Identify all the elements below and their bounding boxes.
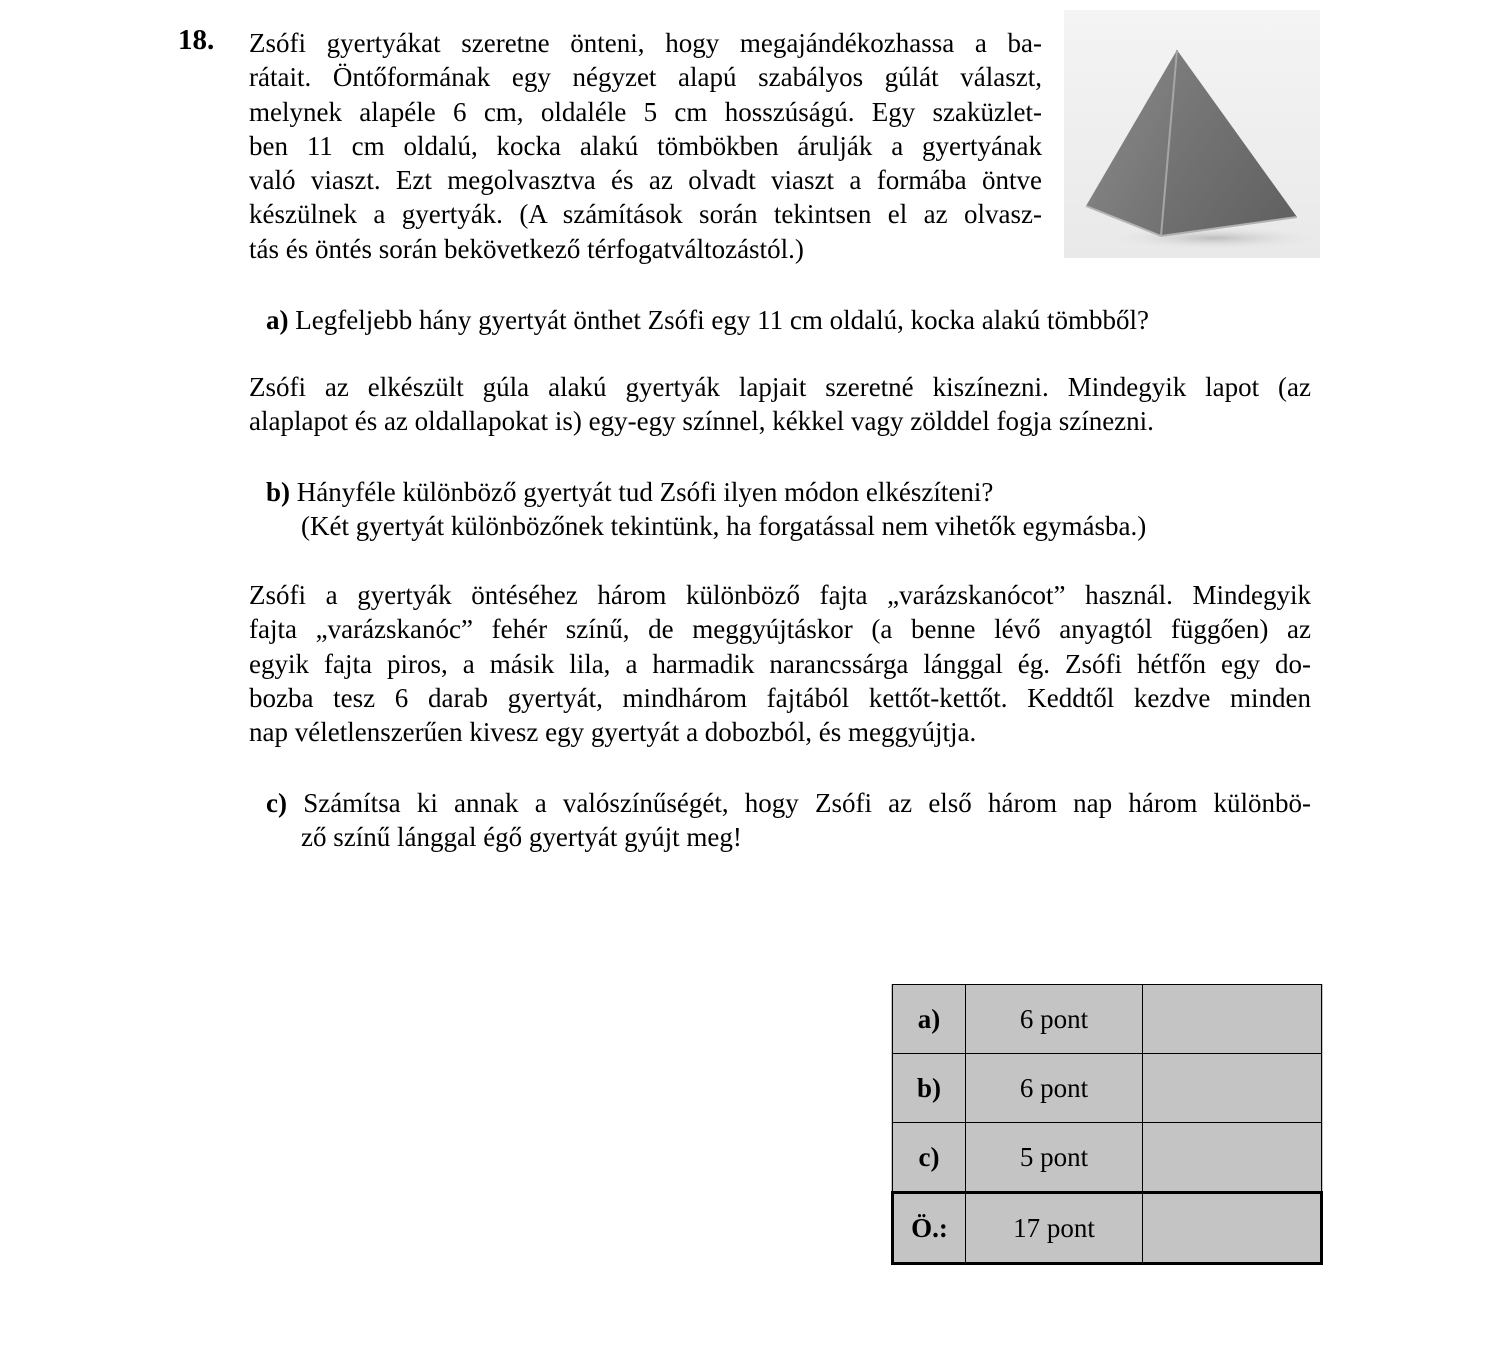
intro-line: ben 11 cm oldalú, kocka alakú tömbökben árulják a gyertyának — [249, 130, 1042, 161]
paragraph-line: Zsófi a gyertyák öntéséhez három különböző fajta „varázskanócot” használ. Mindegyik — [249, 580, 1311, 610]
table-row-total — [893, 1193, 1322, 1264]
score-total-label: Ö.: — [893, 1193, 966, 1264]
pyramid-icon — [1064, 10, 1320, 258]
score-points: 6 pont — [966, 1054, 1143, 1123]
paragraph-line: Zsófi az elkészült gúla alakú gyertyák lapjait szeretné kiszínezni. Mindegyik lapot (az — [249, 372, 1311, 402]
score-earned-cell — [1143, 985, 1322, 1054]
part-a — [266, 303, 1326, 337]
part-b — [266, 475, 1326, 544]
paragraph-line: alaplapot és az oldallapokat is) egy-egy színnel, kékkel vagy zölddel fogja színezni. — [249, 406, 1154, 437]
intro-line: készülnek a gyertyák. (A számítások során tekintsen el az olvasz- — [249, 199, 1042, 230]
part-c-label: c) — [266, 788, 287, 818]
score-points: 6 pont — [966, 985, 1143, 1054]
intro-line: tás és öntés során bekövetkező térfogatváltozástól.) — [249, 233, 804, 264]
part-c-text-cont: ző színű lánggal égő gyertyát gyújt meg! — [301, 822, 742, 853]
pyramid-candle-photo — [1064, 10, 1320, 258]
part-a-text: Legfeljebb hány gyertyát önthet Zsófi egy 11 cm oldalú, kocka alakú tömbből? — [295, 305, 1149, 335]
table-row — [893, 985, 1322, 1054]
score-earned-cell — [1143, 1123, 1322, 1193]
part-c — [266, 786, 1311, 855]
score-earned-cell — [1143, 1054, 1322, 1123]
problem-number: 18. — [178, 24, 215, 56]
part-b-text: Hányféle különböző gyertyát tud Zsófi ilyen módon elkészíteni? — [296, 477, 994, 507]
paragraph-b — [249, 370, 1311, 439]
intro-line: Zsófi gyertyákat szeretne önteni, hogy megajándékozhassa a ba- — [249, 28, 1042, 58]
intro-paragraph — [249, 26, 1042, 266]
paragraph-line: egyik fajta piros, a másik lila, a harmadik narancssárga lánggal ég. Zsófi hétfőn egy do- — [249, 648, 1311, 679]
score-total-points: 17 pont — [966, 1193, 1143, 1264]
score-total-earned-cell — [1143, 1193, 1322, 1264]
paragraph-line: nap véletlenszerűen kivesz egy gyertyát a dobozból, és meggyújtja. — [249, 717, 977, 748]
score-part: a) — [893, 985, 966, 1054]
part-b-label: b) — [266, 477, 291, 507]
score-part: c) — [893, 1123, 966, 1193]
table-row — [893, 1123, 1322, 1193]
score-part: b) — [893, 1054, 966, 1123]
score-points: 5 pont — [966, 1123, 1143, 1193]
intro-line: rátait. Öntőformának egy négyzet alapú szabályos gúlát választ, — [249, 62, 1042, 93]
part-a-label: a) — [266, 305, 289, 335]
score-table — [891, 984, 1323, 1265]
part-b-note: (Két gyertyát különbözőnek tekintünk, ha forgatással nem vihetők egymásba.) — [301, 511, 1147, 542]
paragraph-line: bozba tesz 6 darab gyertyát, mindhárom fajtából kettőt-kettőt. Keddtől kezdve minden — [249, 682, 1311, 713]
paragraph-line: fajta „varázskanóc” fehér színű, de meggyújtáskor (a benne lévő anyagtól függően) az — [249, 614, 1311, 645]
intro-line: való viaszt. Ezt megolvasztva és az olvadt viaszt a formába öntve — [249, 165, 1042, 196]
part-c-text: Számítsa ki annak a valószínűségét, hogy Zsófi az első három nap három különbö- — [303, 788, 1312, 818]
intro-line: melynek alapéle 6 cm, oldaléle 5 cm hosszúságú. Egy szaküzlet- — [249, 96, 1042, 127]
table-row — [893, 1054, 1322, 1123]
paragraph-c — [249, 578, 1311, 749]
